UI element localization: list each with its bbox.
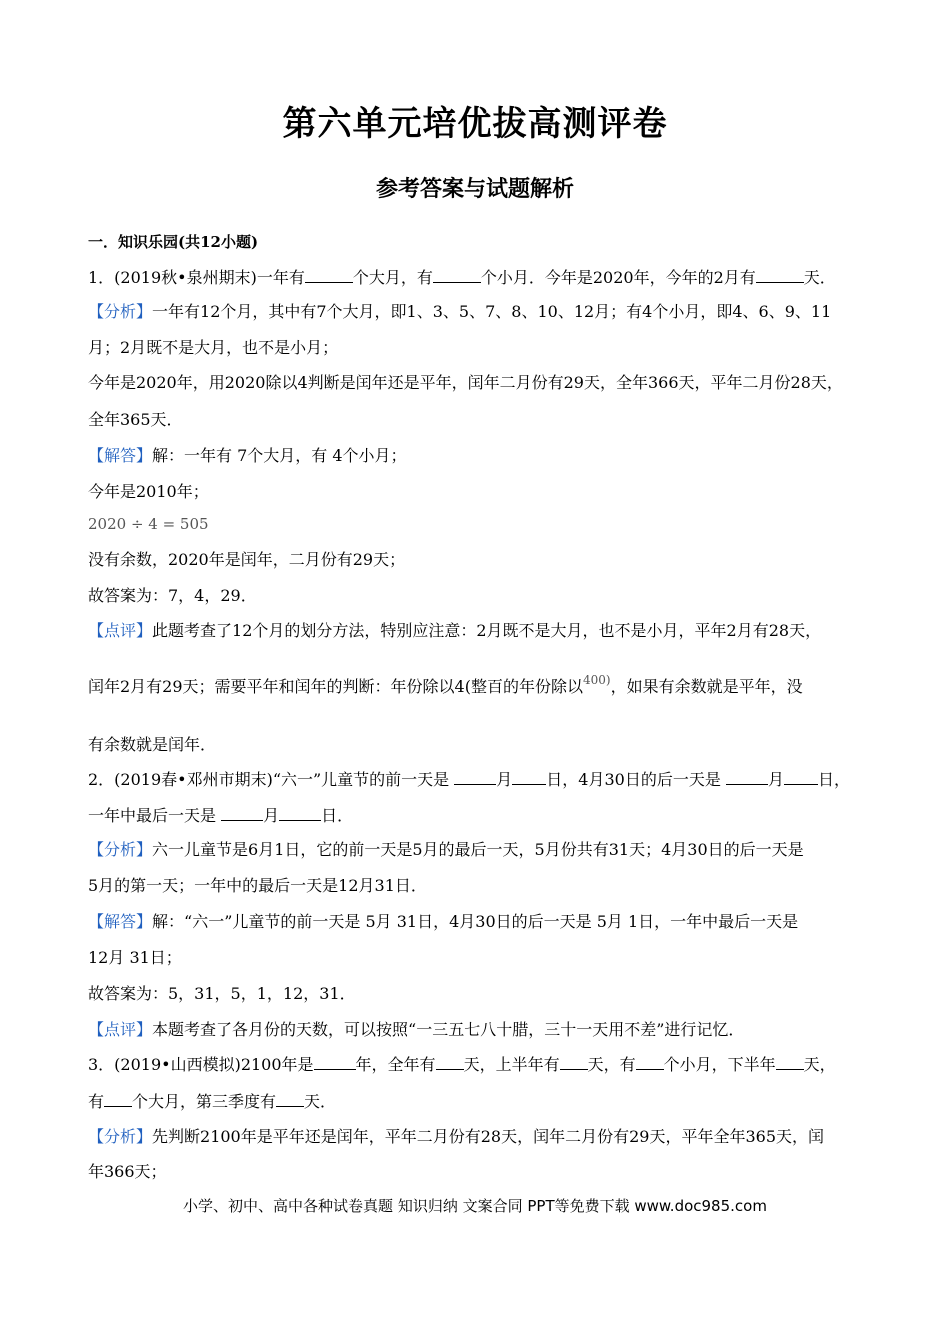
analysis-tag: 【分析】 — [88, 302, 153, 321]
answer-blank — [636, 1055, 664, 1070]
q1-answer-line: 今年是2010年； — [88, 482, 209, 501]
q1-analysis-line: 全年365天． — [88, 410, 183, 429]
answer-blank — [756, 268, 804, 283]
answer-blank — [305, 268, 353, 283]
answer-blank — [276, 1092, 304, 1107]
comment-tag: 【点评】 — [88, 1020, 153, 1039]
q1-analysis-line: 今年是2020年，用2020除以4判断是闰年还是平年，闰年二月份有29天，全年366天，平年二月份28天， — [88, 373, 843, 392]
q3-analysis-line: 年366天； — [88, 1162, 167, 1181]
q1-answer-line: 故答案为：7，4，29． — [88, 586, 257, 605]
formula: 2020 ÷ 4 = 505 — [88, 515, 209, 533]
question-2-line: 一年中最后一天是 月 日． — [88, 806, 354, 825]
analysis-tag: 【分析】 — [88, 840, 153, 859]
q3-analysis: 【分析】先判断2100年是平年还是闰年，平年二月份有28天，闰年二月份有29天，平年全年365天，闰 — [88, 1127, 824, 1146]
answer-tag: 【解答】 — [88, 912, 153, 931]
question-1: 1．(2019秋•泉州期末)一年有 个大月，有 个小月．今年是2020年，今年的2月有 天． — [88, 268, 836, 287]
formula-superscript: 400) — [582, 673, 611, 687]
answer-blank — [784, 770, 818, 785]
q2-answer: 【解答】解：“六一”儿童节的前一天是 5月 31日，4月30日的后一天是 5月 1日，一年中最后一天是 — [88, 912, 799, 931]
answer-blank — [104, 1092, 132, 1107]
answer-blank — [776, 1055, 804, 1070]
q1-analysis-line: 月；2月既不是大月，也不是小月； — [88, 338, 339, 357]
answer-blank — [314, 1055, 356, 1070]
q2-comment: 【点评】本题考查了各月份的天数，可以按照“一三五七八十腊，三十一天用不差”进行记忆． — [88, 1020, 745, 1039]
comment-tag: 【点评】 — [88, 621, 153, 640]
analysis-tag: 【分析】 — [88, 1127, 153, 1146]
q2-analysis: 【分析】六一儿童节是6月1日，它的前一天是5月的最后一天，5月份共有31天；4月30日的后一天是 — [88, 840, 804, 859]
answer-blank — [560, 1055, 588, 1070]
q2-answer-line: 故答案为：5，31，5，1，12，31． — [88, 984, 356, 1003]
section-heading: 一．知识乐园(共12小题) — [88, 233, 259, 251]
q1-analysis: 【分析】一年有12个月，其中有7个大月，即1、3、5、7、8、10、12月；有4个小月，即4、6、9、11 — [88, 302, 832, 321]
question-3-line: 有 个大月，第三季度有 天． — [88, 1092, 337, 1111]
page-subtitle: 参考答案与试题解析 — [375, 176, 574, 202]
answer-blank — [279, 806, 321, 821]
answer-blank — [436, 1055, 464, 1070]
q1-comment-line: 闰年2月有29天；需要平年和闰年的判断：年份除以4(整百的年份除以$^{400)}$，如果有余数就是平年，没 — [88, 673, 803, 696]
q1-answer: 【解答】解：一年有 7个大月，有 4个小月； — [88, 446, 407, 465]
question-2: 2．(2019春•邓州市期末)“六一”儿童节的前一天是 月 日，4月30日的后一天是 月 日， — [88, 770, 850, 789]
q1-comment-line: 有余数就是闰年． — [88, 735, 217, 754]
q1-comment: 【点评】此题考查了12个月的划分方法，特别应注意：2月既不是大月，也不是小月，平年2月有28天， — [88, 621, 822, 640]
page-title: 第六单元培优拔高测评卷 — [282, 104, 668, 144]
answer-blank — [433, 268, 481, 283]
q2-analysis-line: 5月的第一天；一年中的最后一天是12月31日． — [88, 876, 427, 895]
q1-answer-line: 没有余数，2020年是闰年，二月份有29天； — [88, 550, 406, 569]
page-footer: 小学、初中、高中各种试卷真题 知识归纳 文案合同 PPT等免费下载 www.doc985.com — [183, 1197, 767, 1215]
answer-blank — [454, 770, 496, 785]
answer-tag: 【解答】 — [88, 446, 153, 465]
question-3: 3．(2019•山西模拟)2100年是 年，全年有 天，上半年有 天，有 个小月，下半年 天， — [88, 1055, 836, 1074]
answer-blank — [221, 806, 263, 821]
answer-blank — [512, 770, 546, 785]
answer-blank — [726, 770, 768, 785]
q2-answer-line: 12月 31日； — [88, 948, 182, 967]
